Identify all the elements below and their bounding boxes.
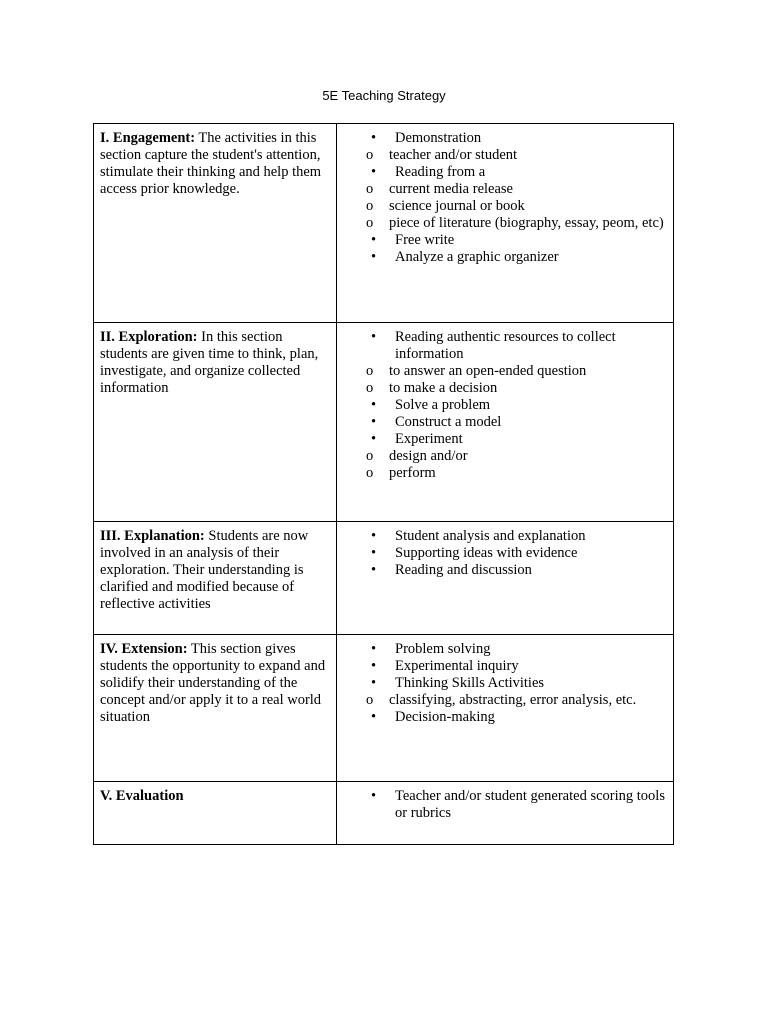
activity-label: Experiment — [395, 431, 463, 447]
phase-heading: V. Evaluation — [100, 788, 184, 804]
phase-activities-cell — [337, 124, 674, 323]
phase-row — [94, 323, 674, 522]
sub-activity-label: piece of literature (biography, essay, peom, etc) — [389, 215, 664, 231]
phase-description-cell — [94, 323, 337, 522]
phase-description: Students are now involved in an analysis of their exploration. Their understanding is clarified and modified because of reflective activities — [100, 528, 309, 612]
sub-activity-item — [291, 465, 667, 482]
activity-list — [343, 329, 667, 482]
phase-activities-cell — [337, 782, 674, 845]
activity-item — [343, 658, 667, 675]
sub-activity-list — [343, 448, 667, 482]
sub-activity-list — [343, 181, 667, 232]
phase-activities-cell — [337, 522, 674, 635]
sub-activity-group — [343, 181, 667, 232]
activity-item — [343, 164, 667, 181]
sub-activity-group — [343, 363, 667, 397]
activity-item — [343, 397, 667, 414]
activity-list — [343, 641, 667, 726]
phase-row — [94, 522, 674, 635]
sub-activity-label: teacher and/or student — [389, 147, 518, 163]
activity-item — [343, 249, 667, 266]
activity-item — [343, 545, 667, 562]
activity-item — [343, 675, 667, 692]
phase-row — [94, 635, 674, 782]
page-title: 5E Teaching Strategy — [322, 88, 446, 103]
phase-heading: III. Explanation: — [100, 528, 205, 544]
sub-activity-list — [343, 692, 667, 709]
activity-label: Free write — [395, 232, 455, 248]
sub-activity-list — [343, 363, 667, 397]
sub-activity-item — [291, 692, 667, 709]
activity-label: Decision-making — [395, 709, 495, 725]
activity-label: Demonstration — [395, 130, 482, 146]
sub-activity-label: science journal or book — [389, 198, 525, 214]
sub-activity-list — [343, 147, 667, 164]
sub-activity-item — [291, 198, 667, 215]
activity-item — [343, 709, 667, 726]
strategy-table-body — [94, 124, 674, 845]
sub-activity-item — [291, 363, 667, 380]
phase-heading: I. Engagement: — [100, 130, 196, 146]
phase-description: This section gives students the opportunity to expand and solidify their understanding of the concept and/or apply it to a real world situation — [100, 641, 326, 725]
activity-label: Reading from a — [395, 164, 486, 180]
sub-activity-item — [291, 215, 667, 232]
phase-description: The activities in this section capture the student's attention, stimulate their thinking and help them access prior knowledge. — [100, 130, 322, 197]
sub-activity-group — [343, 448, 667, 482]
activity-label: Reading authentic resources to collect information — [395, 329, 616, 362]
activity-label: Thinking Skills Activities — [395, 675, 545, 691]
activity-label: Analyze a graphic organizer — [395, 249, 559, 265]
activity-label: Reading and discussion — [395, 562, 532, 578]
sub-activity-label: current media release — [389, 181, 513, 197]
sub-activity-group — [343, 692, 667, 709]
activity-item — [343, 562, 667, 579]
activity-item — [343, 641, 667, 658]
activity-item — [343, 329, 667, 363]
activity-item — [343, 788, 667, 822]
phase-heading: II. Exploration: — [100, 329, 198, 345]
sub-activity-item — [291, 181, 667, 198]
activity-label: Teacher and/or student generated scoring tools or rubrics — [395, 788, 665, 821]
phase-description: In this section students are given time to think, plan, investigate, and organize collected information — [100, 329, 319, 396]
strategy-table — [93, 123, 674, 845]
sub-activity-label: design and/or — [389, 448, 468, 464]
phase-activities-cell — [337, 635, 674, 782]
sub-activity-label: to make a decision — [389, 380, 498, 396]
phase-description-cell — [94, 782, 337, 845]
phase-row — [94, 782, 674, 845]
activity-item — [343, 232, 667, 249]
activity-label: Construct a model — [395, 414, 502, 430]
activity-label: Problem solving — [395, 641, 491, 657]
sub-activity-item — [291, 380, 667, 397]
phase-heading: IV. Extension: — [100, 641, 188, 657]
sub-activity-item — [291, 147, 667, 164]
activity-item — [343, 431, 667, 448]
activity-list — [343, 788, 667, 822]
activity-list — [343, 130, 667, 266]
phase-activities-cell — [337, 323, 674, 522]
activity-item — [343, 130, 667, 147]
sub-activity-item — [291, 448, 667, 465]
activity-label: Experimental inquiry — [395, 658, 519, 674]
sub-activity-label: classifying, abstracting, error analysis, etc. — [389, 692, 637, 708]
activity-list — [343, 528, 667, 579]
activity-label: Supporting ideas with evidence — [395, 545, 578, 561]
phase-description-cell — [94, 522, 337, 635]
sub-activity-group — [343, 147, 667, 164]
sub-activity-label: to answer an open-ended question — [389, 363, 587, 379]
activity-item — [343, 528, 667, 545]
phase-row — [94, 124, 674, 323]
activity-label: Student analysis and explanation — [395, 528, 586, 544]
activity-item — [343, 414, 667, 431]
activity-label: Solve a problem — [395, 397, 491, 413]
sub-activity-label: perform — [389, 465, 436, 481]
